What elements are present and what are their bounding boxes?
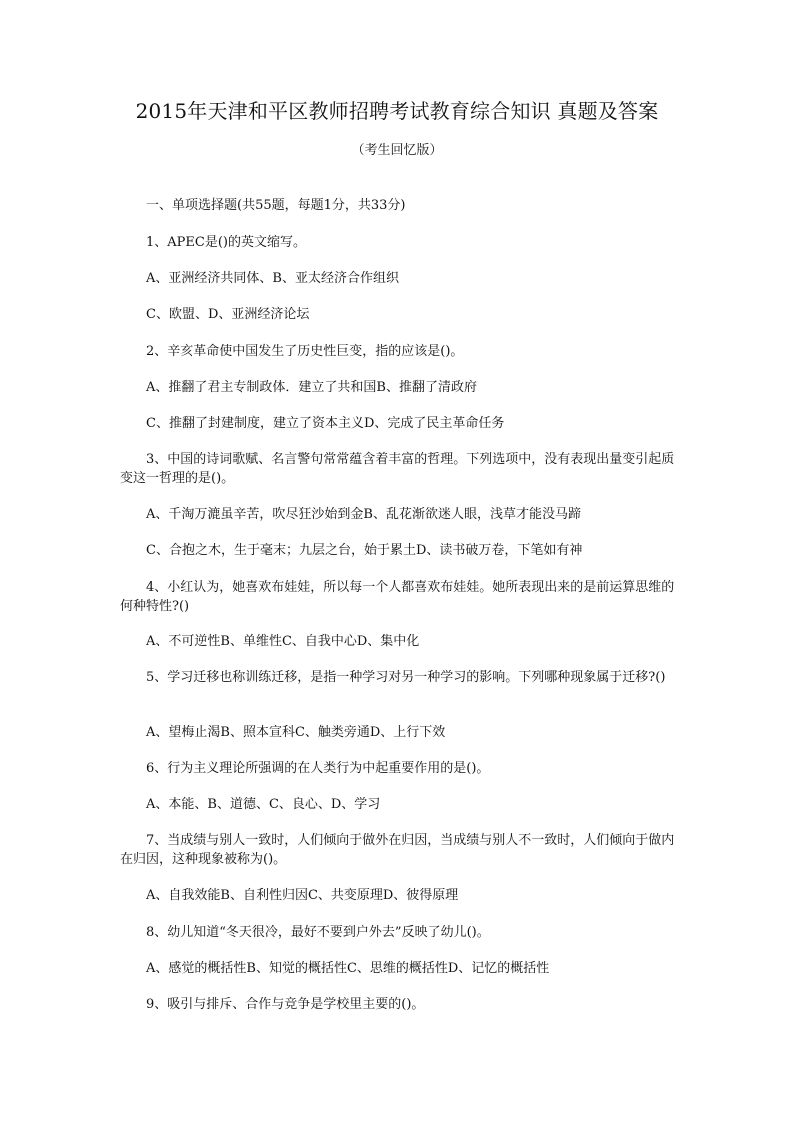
question-6-options: A、本能、B、道德、C、良心、D、学习 <box>146 797 381 812</box>
document-title: 2015年天津和平区教师招聘考试教育综合知识 真题及答案 <box>135 99 659 123</box>
question-2: 2、辛亥革命使中国发生了历史性巨变，指的应该是()。 <box>146 344 464 359</box>
question-1-options-cd: C、欧盟、D、亚洲经济论坛 <box>146 307 310 322</box>
question-3: 3、中国的诗词歌赋、名言警句常常蕴含着丰富的哲理。下列选项中，没有表现出量变引起质变这一哲理的是()。 <box>120 452 675 486</box>
question-8: 8、幼儿知道“冬天很冷，最好不要到户外去”反映了幼儿()。 <box>146 925 490 940</box>
question-2-options-ab: A、推翻了君主专制政体．建立了共和国B、推翻了清政府 <box>146 380 477 395</box>
question-5: 5、学习迁移也称训练迁移，是指一种学习对另一种学习的影响。下列哪种现象属于迁移?() <box>146 670 666 685</box>
question-5-options: A、望梅止渴B、照本宣科C、触类旁通D、上行下效 <box>146 725 446 740</box>
section-heading: 一、单项选择题(共55题，每题1分，共33分) <box>146 198 406 213</box>
question-1-options-ab: A、亚洲经济共同体、B、亚太经济合作组织 <box>146 271 399 286</box>
question-7-options: A、自我效能B、自利性归因C、共变原理D、彼得原理 <box>146 888 459 903</box>
question-8-options: A、感觉的概括性B、知觉的概括性C、思维的概括性D、记忆的概括性 <box>146 961 550 976</box>
question-2-options-cd: C、推翻了封建制度，建立了资本主义D、完成了民主革命任务 <box>146 416 505 431</box>
question-4-options: A、不可逆性B、单维性C、自我中心D、集中化 <box>146 634 420 649</box>
question-1: 1、APEC是()的英文缩写。 <box>146 235 306 250</box>
document-subtitle: （考生回忆版） <box>351 143 443 158</box>
question-3-options-cd: C、合抱之木，生于毫末；九层之台，始于累土D、读书破万卷，下笔如有神 <box>146 543 583 558</box>
question-9: 9、吸引与排斥、合作与竞争是学校里主要的()。 <box>146 997 425 1012</box>
question-6: 6、行为主义理论所强调的在人类行为中起重要作用的是()。 <box>146 761 490 776</box>
question-4: 4、小红认为，她喜欢布娃娃，所以每一个人都喜欢布娃娃。她所表现出来的是前运算思维的何种特性?() <box>120 580 675 614</box>
question-3-options-ab: A、千淘万漉虽辛苦，吹尽狂沙始到金B、乱花渐欲迷人眼，浅草才能没马蹄 <box>146 507 581 522</box>
question-7: 7、当成绩与别人一致时，人们倾向于做外在归因，当成绩与别人不一致时，人们倾向于做内在归因，这种现象被称为()。 <box>120 833 675 867</box>
